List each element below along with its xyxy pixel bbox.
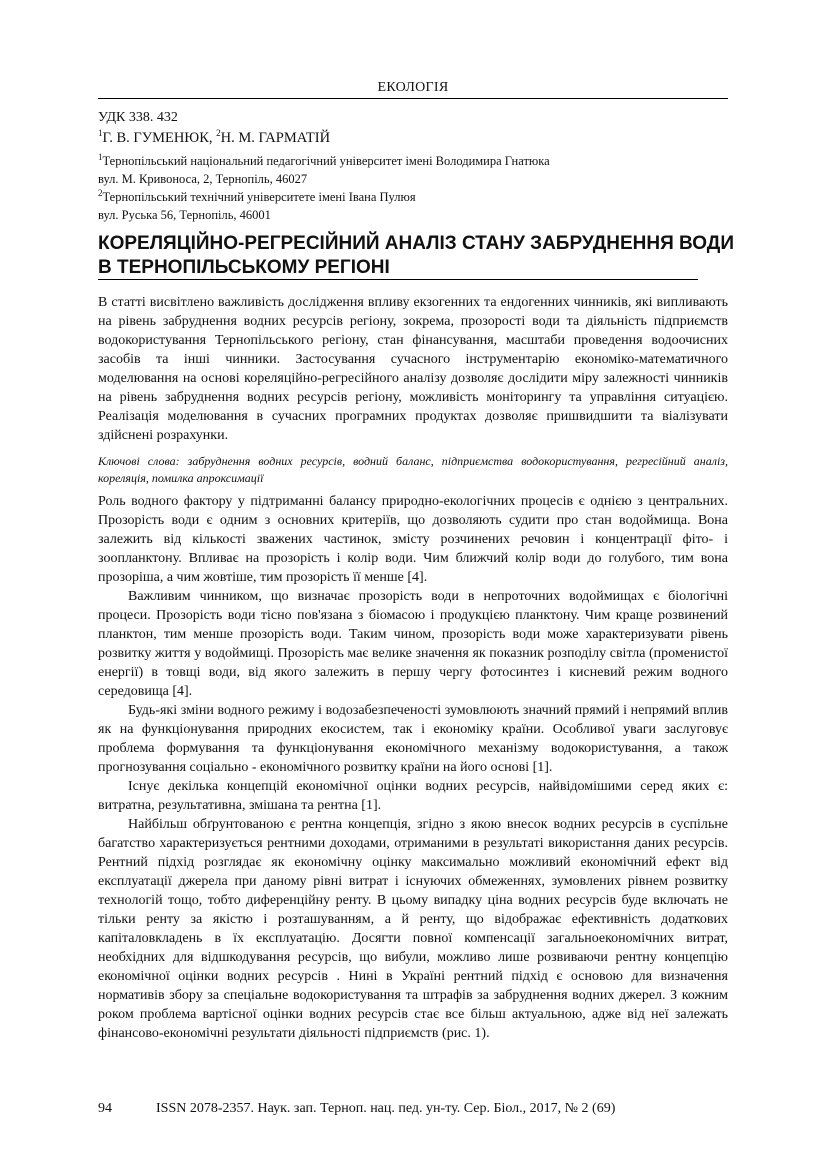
body-paragraph-2: Важливим чинником, що визначає прозорість води в непроточних водоймищах є біологічні процеси. Прозорість води тісно пов'язана з біомасою і продукцією планктону. Чим краще розвинений планктон, тим менше прозорість води. Таким чином, прозорість води може характеризувати рівень розвитку життя у водоймищі. Прозорість має велике значення як показник розподілу світла (променистої енергії) в товщі води, від якого залежить в першу чергу фотосинтез і кисневий режим водного середовища [4]. — [98, 589, 728, 699]
affiliation-1-superscript: 1 — [98, 151, 103, 162]
author-1-superscript: 1 — [98, 128, 103, 139]
author-2-name: Н. М. ГАРМАТІЙ — [220, 130, 331, 146]
authors-line — [98, 130, 330, 147]
author-2-superscript: 2 — [216, 128, 221, 139]
running-head: ЕКОЛОГІЯ — [377, 80, 449, 95]
title-underline — [98, 279, 698, 280]
udk-code: УДК 338. 432 — [98, 110, 178, 125]
article-title: КОРЕЛЯЦІЙНО-РЕГРЕСІЙНИЙ АНАЛІЗ СТАНУ ЗАБРУДНЕННЯ ВОДИ В ТЕРНОПІЛЬСЬКОМУ РЕГІОНІ — [98, 233, 734, 278]
header-rule — [98, 98, 728, 99]
author-1-name: Г. В. ГУМЕНЮК, — [102, 130, 217, 146]
affiliation-1-address: вул. М. Кривоноса, 2, Тернопіль, 46027 — [98, 172, 308, 186]
affiliation-2-address: вул. Руська 56, Тернопіль, 46001 — [98, 208, 271, 222]
keywords: Ключові слова: забруднення водних ресурсів, водний баланс, підприємства водокористування, регресійний аналіз, кореляція, помилка апроксимації — [98, 454, 728, 485]
journal-citation: ISSN 2078-2357. Наук. зап. Терноп. нац. пед. ун-ту. Сер. Біол., 2017, № 2 (69) — [156, 1101, 616, 1116]
affiliation-2 — [98, 188, 416, 224]
body-paragraph-5: Найбільш обґрунтованою є рентна концепція, згідно з якою внесок водних ресурсів в суспільне багатство характеризується рентними доходами, отриманими в результаті використання даних ресурсів. Рентний підхід розглядає як економічну оцінку максимально можливий економічний ефект від експлуатації джерела при даному рівні витрат і існуючих обмеженнях, зумовлених рівнем розвитку технологій тощо, тобто диференційну ренту. В цьому випадку ціна водних ресурсів буде включать не тільки ренту за якістю і розташуванням, а й ренту, що відображає ефективність додаткових капіталовкладень в їх експлуатацію. Досягти повної компенсації загальноекономічних витрат, необхідних для відшкодування ресурсів, що вибули, можливо лише розвиваючи рентну концепцію економічної оцінки водних ресурсів . Нині в Україні рентний підхід є основою для визначення нормативів збору за спеціальне водокористування та штрафів за забруднення водних джерел. З кожним роком проблема вартісної оцінки водних ресурсів стає все більш актуальною, адже від неї залежать фінансово-економічні результати діяльності підприємств (рис. 1). — [98, 817, 728, 1041]
abstract: В статті висвітлено важливість дослідження впливу екзогенних та ендогенних чинників, які випливають на рівень забруднення водних ресурсів регіону, зокрема, прозорості води та діяльність підприємств водокористування Тернопільського регіону, стан фінансування, масштаби проведення водоочисних засобів та інші чинники. Застосування сучасного інструментарію економіко-математичного моделювання на основі кореляційно-регресійного аналізу дозволяє дослідити міру залежності чинників на рівень забруднення водних ресурсів регіону, можливість моніторингу та управління ситуацією. Реалізація моделювання в сучасних програмних продуктах дозволяє пришвидшити та віалізувати здійснені розрахунки. — [98, 295, 728, 443]
affiliation-1 — [98, 152, 550, 188]
body-paragraph-1: Роль водного фактору у підтриманні балансу природно-екологічних процесів є однією з центральних. Прозорість води є одним з основних критеріїв, що дозволяють судити про стан водоймища. Вона залежить від кількості зважених частинок, змісту розчинених речовин і концентрації фіто- і зоопланктону. Впливає на прозорість і колір води. Чим ближчий колір води до голубого, тим вона прозоріша, а чим жовтіше, тим прозорість її менше [4]. — [98, 494, 728, 585]
article-body — [98, 492, 728, 1043]
affiliation-1-institution: Тернопільський національний педагогічний університет імені Володимира Гнатюка — [102, 154, 550, 168]
affiliation-2-superscript: 2 — [98, 187, 103, 198]
body-paragraph-3: Будь-які зміни водного режиму і водозабезпеченості зумовлюють значний прямий і непрямий вплив як на функціонування природних екосистем, так і економіку країни. Особливої уваги заслуговує проблема формування та функціонування економічного механізму водокористування, а також прогнозування соціально - економічного розвитку країни на його основі [1]. — [98, 703, 728, 775]
affiliation-2-institution: Тернопільський технічний університете імені Івана Пулюя — [102, 190, 416, 204]
page-number: 94 — [98, 1101, 112, 1116]
body-paragraph-4: Існує декілька концепцій економічної оцінки водних ресурсів, найвідомішими серед яких є: витратна, результативна, змішана та рентна [1]. — [98, 779, 728, 813]
